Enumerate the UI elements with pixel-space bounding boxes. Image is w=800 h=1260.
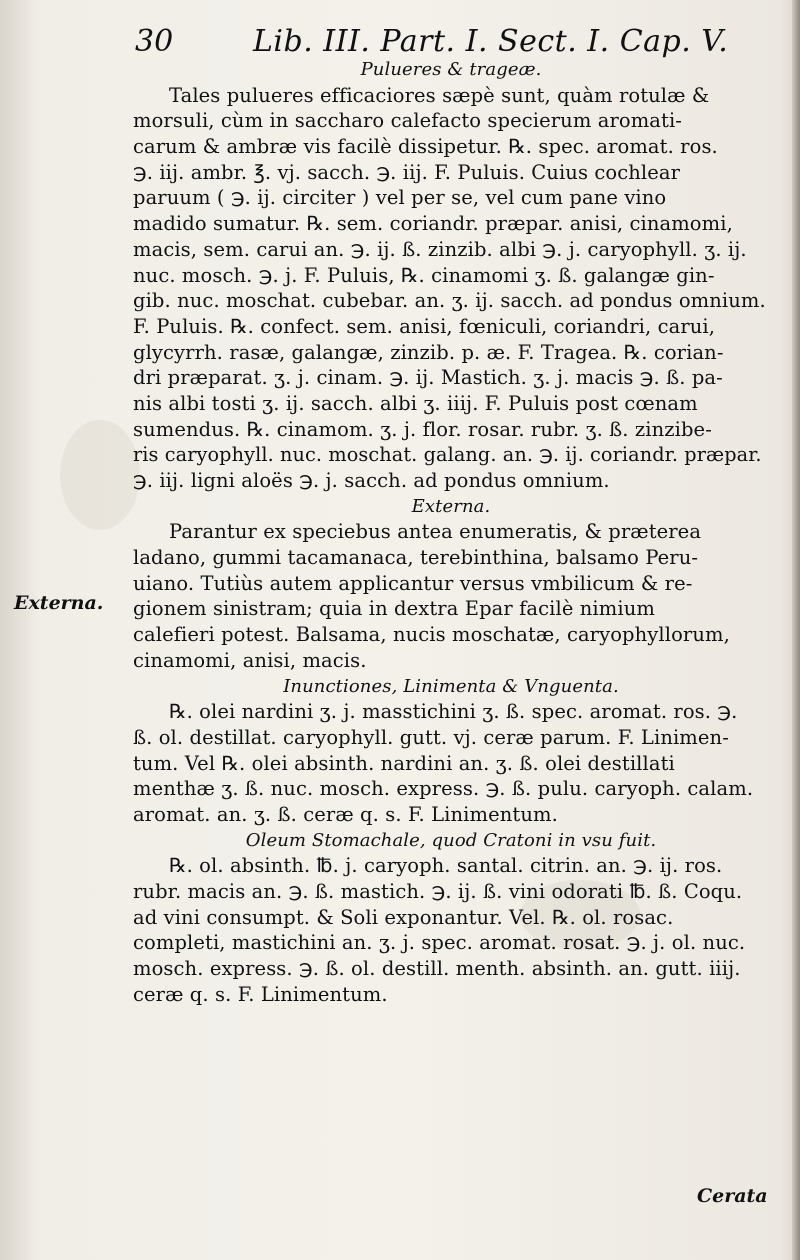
page-number: 30	[135, 24, 174, 59]
text-line: nis albi tosti ʒ. ij. sacch. albi ʒ. iiij. F. Puluis post cœnam	[133, 391, 698, 415]
section-heading: Inunctiones, Linimenta & Vnguenta.	[283, 675, 619, 697]
section-heading: Pulueres & trageæ.	[360, 59, 542, 80]
text-line: uiano. Tutiùs autem applicantur versus vmbilicum & re-	[133, 571, 693, 595]
running-title: Lib. III. Part. I. Sect. I. Cap. V.	[253, 24, 729, 59]
text-line: madido sumatur. ℞. sem. coriandr. præpar. anisi, cinamomi,	[133, 212, 733, 236]
page-edge-shadow	[792, 0, 800, 1260]
text-line: sumendus. ℞. cinamom. ʒ. j. flor. rosar. rubr. ʒ. ß. zinzibe-	[133, 417, 712, 441]
page-header	[133, 20, 773, 60]
text-line: dri præparat. ʒ. j. cinam. ℈. ij. Mastich. ʒ. j. macis ℈. ß. pa-	[133, 366, 723, 390]
text-line: ℞. olei nardini ʒ. j. masstichini ʒ. ß. spec. aromat. ros. ℈.	[169, 700, 738, 724]
text-line: rubr. macis an. ℈. ß. mastich. ℈. ij. ß. vini odorati ℔. ß. Coqu.	[133, 880, 743, 903]
text-line: cinamomi, anisi, macis.	[133, 648, 367, 672]
text-line: Parantur ex speciebus antea enumeratis, & præterea	[169, 520, 702, 544]
text-line: ℈. iij. ambr. ℥. vj. sacch. ℈. iij. F. Puluis. Cuius cochlear	[133, 160, 681, 184]
text-line: ceræ q. s. F. Linimentum.	[133, 982, 388, 1006]
text-line: carum & ambræ vis facilè dissipetur. ℞. spec. aromat. ros.	[133, 135, 718, 159]
section-heading: Externa.	[411, 495, 491, 517]
text-block	[133, 57, 769, 1007]
text-line: ris caryophyll. nuc. moschat. galang. an. ℈. ij. coriandr. præpar.	[133, 443, 762, 467]
catchword: Cerata	[697, 1185, 768, 1207]
text-line: morsuli, cùm in saccharo calefacto specierum aromati-	[133, 109, 682, 133]
text-line: ℈. iij. ligni aloës ℈. j. sacch. ad pondus omnium.	[133, 469, 610, 492]
text-line: calefieri potest. Balsama, nucis moschatæ, caryophyllorum,	[133, 623, 730, 647]
text-line: completi, mastichini an. ʒ. j. spec. aromat. rosat. ℈. j. ol. nuc.	[133, 931, 746, 955]
text-line: aromat. an. ʒ. ß. ceræ q. s. F. Linimentum.	[133, 802, 558, 826]
text-line: Tales pulueres efficaciores sæpè sunt, quàm rotulæ &	[169, 83, 710, 107]
text-line: gib. nuc. moschat. cubebar. an. ʒ. ij. sacch. ad pondus omnium.	[133, 289, 766, 313]
text-line: mosch. express. ℈. ß. ol. destill. menth. absinth. an. gutt. iiij.	[133, 957, 741, 981]
text-line: macis, sem. carui an. ℈. ij. ß. zinzib. albi ℈. j. caryophyll. ʒ. ij.	[133, 237, 747, 261]
text-line: ℞. ol. absinth. ℔. j. caryoph. santal. citrin. an. ℈. ij. ros.	[169, 854, 723, 878]
text-line: F. Puluis. ℞. confect. sem. anisi, fœniculi, coriandri, carui,	[133, 314, 716, 338]
text-line: ß. ol. destillat. caryophyll. gutt. vj. ceræ parum. F. Linimen-	[133, 725, 729, 749]
text-line: ladano, gummi tacamanaca, terebinthina, balsamo Peru-	[133, 546, 699, 570]
text-line: nuc. mosch. ℈. j. F. Puluis, ℞. cinamomi ʒ. ß. galangæ gin-	[133, 263, 715, 287]
margin-note: Externa.	[14, 592, 104, 614]
text-line: tum. Vel ℞. olei absinth. nardini an. ʒ. ß. olei destillati	[133, 751, 675, 775]
text-line: glycyrrh. rasæ, galangæ, zinzib. p. æ. F. Tragea. ℞. corian-	[133, 340, 724, 364]
text-line: paruum ( ℈. ij. circiter ) vel per se, vel cum pane vino	[133, 186, 667, 210]
section-heading: Oleum Stomachale, quod Cratoni in vsu fuit.	[245, 829, 657, 851]
paper-stain	[60, 420, 140, 530]
text-line: ad vini consumpt. & Soli exponantur. Vel. ℞. ol. rosac.	[133, 905, 674, 929]
text-line: menthæ ʒ. ß. nuc. mosch. express. ℈. ß. pulu. caryoph. calam.	[133, 777, 754, 801]
text-line: gionem sinistram; quia in dextra Epar facilè nimium	[133, 597, 655, 621]
